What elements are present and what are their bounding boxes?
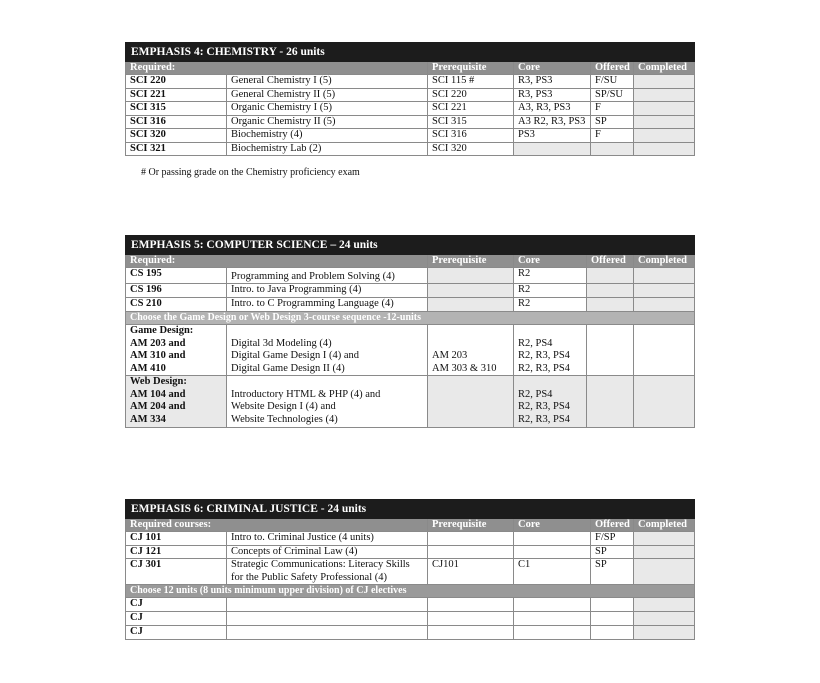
elective-offered[interactable] (591, 626, 634, 640)
table-row (126, 626, 695, 640)
course-prereq: SCI 315 (428, 115, 514, 129)
course-name-continued: for the Public Safety Professional (4) (231, 571, 388, 583)
table-row (126, 598, 695, 612)
course-name: Biochemistry Lab (2) (227, 142, 428, 156)
course-offered (587, 376, 634, 428)
required-header: Required: (126, 255, 428, 268)
web-design-label: Web Design: (130, 376, 187, 387)
course-code: SCI 221 (126, 88, 227, 102)
table-row (126, 75, 695, 89)
sequence-choice-label: Choose the Game Design or Web Design 3-course sequence -12-units (126, 312, 695, 325)
course-name: Website Design I (4) and (231, 401, 336, 412)
completed-cell[interactable] (634, 598, 695, 612)
course-offered: F (591, 129, 634, 143)
elective-prereq[interactable] (428, 598, 514, 612)
table-row (126, 268, 695, 284)
course-name: Strategic Communications: Literacy Skills (231, 559, 410, 570)
elective-name[interactable] (227, 612, 428, 626)
web-design-row (126, 376, 695, 428)
table-row (126, 545, 695, 559)
course-offered: F/SU (591, 75, 634, 89)
chemistry-footnote: # Or passing grade on the Chemistry proficiency exam (141, 167, 360, 178)
course-code: CJ 121 (126, 545, 227, 559)
course-offered: SP (591, 115, 634, 129)
completed-cell[interactable] (634, 115, 695, 129)
table-row (126, 102, 695, 116)
course-name: General Chemistry I (5) (227, 75, 428, 89)
completed-cell[interactable] (634, 268, 695, 284)
course-core: R2 (514, 298, 587, 312)
course-core: R2, R3, PS4 (518, 362, 570, 374)
elective-code: CJ (126, 598, 227, 612)
course-name: Digital Game Design II (4) (231, 362, 345, 374)
completed-cell[interactable] (634, 612, 695, 626)
course-offered: SP/SU (591, 88, 634, 102)
course-name: Organic Chemistry I (5) (227, 102, 428, 116)
course-prereq: AM 203 (432, 350, 468, 361)
elective-core[interactable] (514, 598, 591, 612)
table-row (126, 532, 695, 546)
table-row (126, 129, 695, 143)
course-offered (591, 142, 634, 156)
course-offered: F/SP (591, 532, 634, 546)
completed-cell[interactable] (634, 545, 695, 559)
course-prereq (428, 545, 514, 559)
course-offered: SP (591, 559, 634, 585)
course-code: AM 334 (130, 413, 166, 425)
course-code: CJ 101 (126, 532, 227, 546)
course-name: Programming and Problem Solving (4) (227, 268, 428, 284)
course-name: Intro. to Java Programming (4) (227, 284, 428, 298)
completed-cell[interactable] (634, 129, 695, 143)
course-core: R2, PS4 (518, 388, 553, 400)
table-row (126, 142, 695, 156)
course-prereq (428, 532, 514, 546)
game-design-label: Game Design: (130, 325, 194, 336)
completed-cell[interactable] (634, 88, 695, 102)
completed-header: Completed (634, 519, 695, 532)
course-code: SCI 321 (126, 142, 227, 156)
course-code: AM 203 and (130, 337, 186, 349)
course-name: General Chemistry II (5) (227, 88, 428, 102)
table-row (126, 88, 695, 102)
chemistry-table (125, 42, 695, 156)
elective-prereq[interactable] (428, 626, 514, 640)
prerequisite-header: Prerequisite (428, 519, 514, 532)
course-prereq: SCI 220 (428, 88, 514, 102)
required-header: Required: (126, 62, 428, 75)
course-offered: F (591, 102, 634, 116)
course-name: Biochemistry (4) (227, 129, 428, 143)
course-core: A3, R3, PS3 (514, 102, 591, 116)
course-offered (587, 284, 634, 298)
course-core: R2 (514, 284, 587, 298)
course-offered (587, 298, 634, 312)
course-prereq (428, 298, 514, 312)
completed-header: Completed (634, 62, 695, 75)
course-code: SCI 220 (126, 75, 227, 89)
course-code: CS 210 (126, 298, 227, 312)
completed-cell[interactable] (634, 75, 695, 89)
course-prereq (428, 376, 514, 428)
course-core: R2, R3, PS4 (518, 401, 570, 412)
elective-code: CJ (126, 612, 227, 626)
course-core: R2 (514, 268, 587, 284)
course-name: Concepts of Criminal Law (4) (227, 545, 428, 559)
course-offered: SP (591, 545, 634, 559)
course-core: R2, PS4 (518, 337, 553, 349)
computer-science-table (125, 235, 695, 428)
course-offered (587, 268, 634, 284)
course-prereq: AM 303 & 310 (432, 362, 497, 374)
course-name: Intro. to C Programming Language (4) (227, 298, 428, 312)
course-code: SCI 320 (126, 129, 227, 143)
criminal-justice-table (125, 499, 695, 640)
completed-cell[interactable] (634, 376, 695, 428)
table-row (126, 284, 695, 298)
completed-cell[interactable] (634, 142, 695, 156)
course-core (514, 545, 591, 559)
table-row (126, 612, 695, 626)
completed-cell[interactable] (634, 284, 695, 298)
course-code: AM 410 (130, 362, 166, 374)
course-core: R3, PS3 (514, 75, 591, 89)
elective-prereq[interactable] (428, 612, 514, 626)
course-code: AM 204 and (130, 401, 186, 412)
table-row (126, 298, 695, 312)
course-code: SCI 315 (126, 102, 227, 116)
elective-code: CJ (126, 626, 227, 640)
course-core: R2, R3, PS4 (518, 413, 570, 425)
required-header: Required courses: (126, 519, 428, 532)
core-header: Core (514, 62, 591, 75)
completed-cell[interactable] (634, 532, 695, 546)
offered-header: Offered (591, 519, 634, 532)
course-prereq (428, 268, 514, 284)
course-core: PS3 (514, 129, 591, 143)
completed-cell[interactable] (634, 559, 695, 585)
course-code: AM 310 and (130, 350, 186, 361)
elective-core[interactable] (514, 612, 591, 626)
cj-title: EMPHASIS 6: CRIMINAL JUSTICE - 24 units (126, 500, 695, 519)
course-core: C1 (514, 559, 591, 585)
prerequisite-header: Prerequisite (428, 255, 514, 268)
elective-offered[interactable] (591, 612, 634, 626)
course-core (514, 142, 591, 156)
course-prereq: CJ101 (428, 559, 514, 585)
completed-cell[interactable] (634, 298, 695, 312)
completed-cell[interactable] (634, 102, 695, 116)
course-prereq: SCI 320 (428, 142, 514, 156)
core-header: Core (514, 519, 591, 532)
course-name: Intro to. Criminal Justice (4 units) (227, 532, 428, 546)
course-core: A3 R2, R3, PS3 (514, 115, 591, 129)
cs-title: EMPHASIS 5: COMPUTER SCIENCE – 24 units (126, 236, 695, 255)
electives-label: Choose 12 units (8 units minimum upper division) of CJ electives (126, 585, 695, 598)
course-name: Introductory HTML & PHP (4) and (231, 388, 381, 400)
course-prereq: SCI 221 (428, 102, 514, 116)
course-core (514, 532, 591, 546)
course-prereq (428, 284, 514, 298)
course-name: Digital Game Design I (4) and (231, 350, 360, 361)
game-design-row (126, 325, 695, 376)
completed-cell[interactable] (634, 626, 695, 640)
course-prereq: SCI 316 (428, 129, 514, 143)
offered-header: Offered (587, 255, 634, 268)
course-core: R2, R3, PS4 (518, 350, 570, 361)
completed-header: Completed (634, 255, 695, 268)
course-offered (587, 325, 634, 376)
course-name: Organic Chemistry II (5) (227, 115, 428, 129)
elective-offered[interactable] (591, 598, 634, 612)
offered-header: Offered (591, 62, 634, 75)
course-prereq: SCI 115 # (428, 75, 514, 89)
completed-cell[interactable] (634, 325, 695, 376)
course-code: CS 195 (126, 268, 227, 284)
course-code: CS 196 (126, 284, 227, 298)
course-code: AM 104 and (130, 388, 186, 400)
core-header: Core (514, 255, 587, 268)
course-name: Website Technologies (4) (231, 413, 338, 425)
prerequisite-header: Prerequisite (428, 62, 514, 75)
course-core: R3, PS3 (514, 88, 591, 102)
chemistry-title: EMPHASIS 4: CHEMISTRY - 26 units (126, 43, 695, 62)
course-name: Digital 3d Modeling (4) (231, 337, 332, 349)
elective-core[interactable] (514, 626, 591, 640)
elective-name[interactable] (227, 598, 428, 612)
table-row (126, 115, 695, 129)
course-code: SCI 316 (126, 115, 227, 129)
course-code: CJ 301 (126, 559, 227, 585)
table-row (126, 559, 695, 585)
elective-name[interactable] (227, 626, 428, 640)
